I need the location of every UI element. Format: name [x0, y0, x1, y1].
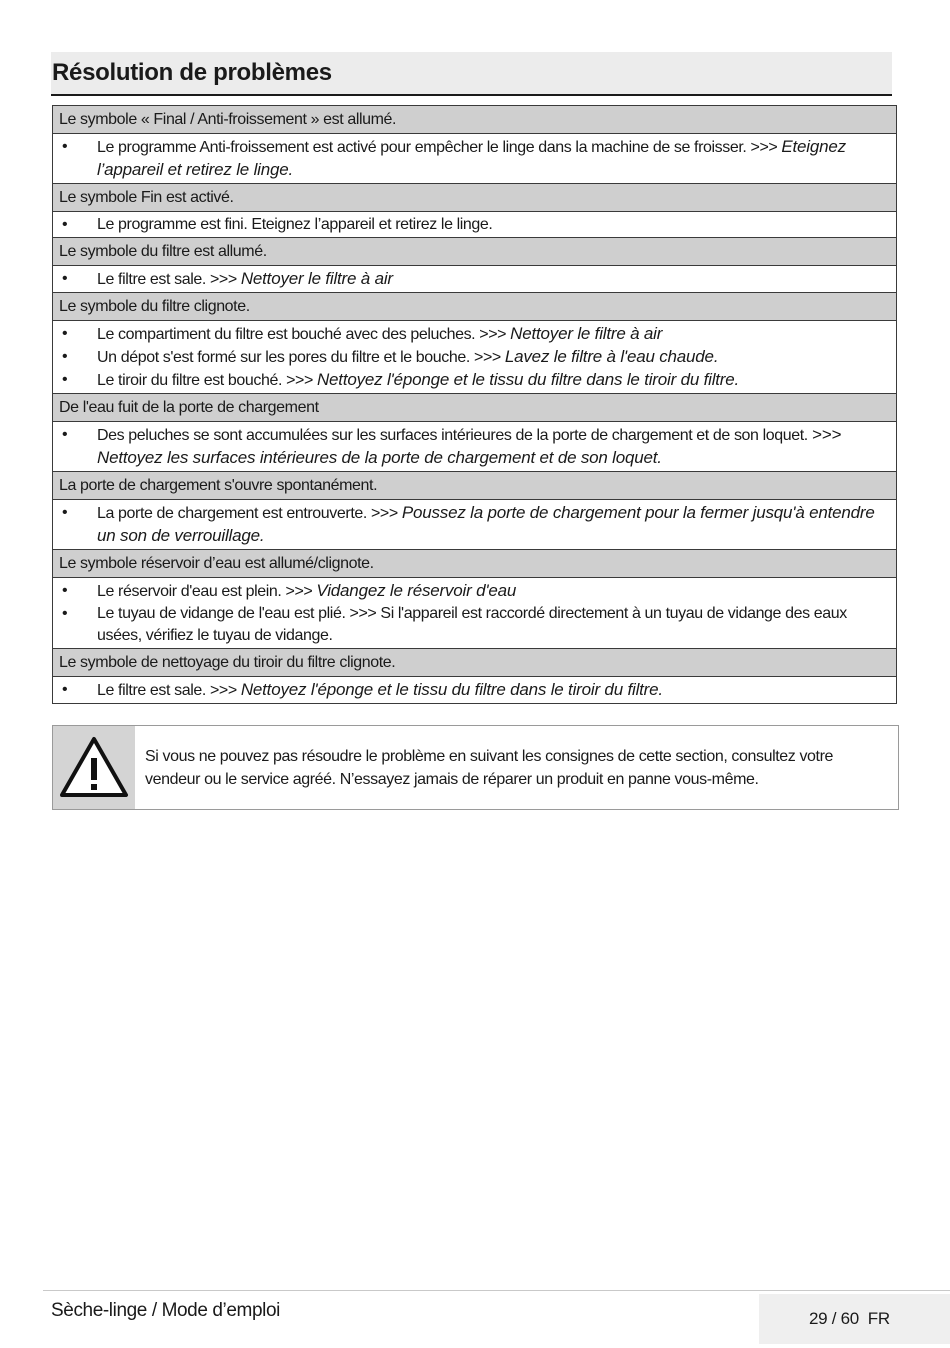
solution-item — [59, 369, 890, 392]
solution-cause: Des peluches se sont accumulées sur les surfaces intérieures de la porte de chargement et de son loquet. — [97, 427, 808, 444]
solution-cause: La porte de chargement est entrouverte. >>> — [97, 505, 398, 522]
solution-item — [59, 268, 890, 291]
troubleshooting-table — [52, 105, 897, 704]
warning-box — [52, 725, 899, 810]
footer-document-title: Sèche-linge / Mode d’emploi — [51, 1300, 280, 1321]
problem-solutions — [53, 212, 896, 238]
solution-action: Nettoyer le filtre à air — [510, 324, 663, 343]
solution-item — [59, 424, 890, 470]
warning-text: Si vous ne pouvez pas résoudre le problème en suivant les consignes de cette section, consultez votre vendeur ou le service agréé. N’essayez jamais de réparer un produit en panne vous-même. — [145, 748, 834, 788]
solution-action: Lavez le filtre à l'eau chaude. — [504, 347, 719, 366]
bullet-icon: • — [62, 426, 68, 443]
solution-item — [59, 136, 890, 182]
bullet-icon: • — [62, 605, 68, 622]
solution-cause: Le tiroir du filtre est bouché. >>> — [97, 372, 313, 389]
warning-triangle-icon — [58, 734, 130, 800]
solution-action: Poussez la porte de chargement pour la fermer jusqu'à entendre un son de verrouillage. — [97, 503, 875, 545]
problem-heading: Le symbole « Final / Anti-froissement » est allumé. — [53, 106, 896, 134]
bullet-icon: • — [62, 504, 68, 521]
problem-solutions — [53, 578, 896, 649]
solution-action: Nettoyez l'éponge et le tissu du filtre dans le tiroir du filtre. — [240, 680, 663, 699]
solution-action: Eteignez l’appareil et retirez le linge. — [97, 137, 846, 179]
solution-action: Vidangez le réservoir d'eau — [316, 581, 517, 600]
solution-cause: Le tuyau de vidange de l'eau est plié. >>> Si l'appareil est raccordé directement à un tuyau de vidange des eaux usées, vérifiez le tuyau de vidange. — [97, 605, 847, 644]
problem-heading: Le symbole du filtre clignote. — [53, 293, 896, 321]
problem-solutions — [53, 321, 896, 394]
problem-solutions — [53, 500, 896, 550]
footer-page-box — [759, 1294, 950, 1344]
bullet-icon: • — [62, 582, 68, 599]
solution-cause: Le compartiment du filtre est bouché avec des peluches. >>> — [97, 326, 507, 343]
solution-action: Nettoyer le filtre à air — [240, 269, 393, 288]
problem-heading: Le symbole de nettoyage du tiroir du filtre clignote. — [53, 649, 896, 677]
solution-item — [59, 679, 890, 702]
problem-heading: De l'eau fuit de la porte de chargement — [53, 394, 896, 422]
problem-solutions — [53, 134, 896, 184]
bullet-icon: • — [62, 216, 68, 233]
solution-cause: Un dépot s'est formé sur les pores du filtre et le bouche. >>> — [97, 349, 501, 366]
solution-action: >>> Nettoyez les surfaces intérieures de la porte de chargement et de son loquet. — [97, 425, 842, 467]
page-title: Résolution de problèmes — [52, 59, 332, 86]
solution-cause: Le programme est fini. Eteignez l’appareil et retirez le linge. — [97, 216, 493, 233]
solution-item — [59, 502, 890, 548]
bullet-icon: • — [62, 270, 68, 287]
bullet-icon: • — [62, 348, 68, 365]
footer-divider — [43, 1290, 950, 1291]
solution-item — [59, 214, 890, 236]
solution-cause: Le filtre est sale. >>> — [97, 682, 237, 699]
solution-cause: Le programme Anti-froissement est activé pour empêcher le linge dans la machine de se froisser. >>> — [97, 139, 778, 156]
solution-cause: Le filtre est sale. >>> — [97, 271, 237, 288]
page-count: 29 / 60 — [809, 1309, 859, 1328]
problem-heading: La porte de chargement s'ouvre spontanément. — [53, 472, 896, 500]
solution-item — [59, 346, 890, 369]
solution-item — [59, 580, 890, 603]
problem-solutions — [53, 677, 896, 703]
solution-action: Nettoyez l'éponge et le tissu du filtre dans le tiroir du filtre. — [316, 370, 740, 389]
problem-solutions — [53, 266, 896, 293]
title-bar — [51, 52, 892, 96]
problem-heading: Le symbole Fin est activé. — [53, 184, 896, 212]
bullet-icon: • — [62, 681, 68, 698]
page-number — [809, 1309, 890, 1329]
solution-item — [59, 603, 890, 647]
bullet-icon: • — [62, 371, 68, 388]
bullet-icon: • — [62, 325, 68, 342]
problem-solutions — [53, 422, 896, 472]
language-code: FR — [867, 1309, 890, 1328]
warning-icon-container — [53, 726, 135, 809]
problem-heading: Le symbole réservoir d’eau est allumé/clignote. — [53, 550, 896, 578]
solution-cause: Le réservoir d'eau est plein. >>> — [97, 583, 313, 600]
problem-heading: Le symbole du filtre est allumé. — [53, 238, 896, 266]
solution-item — [59, 323, 890, 346]
bullet-icon: • — [62, 138, 68, 155]
